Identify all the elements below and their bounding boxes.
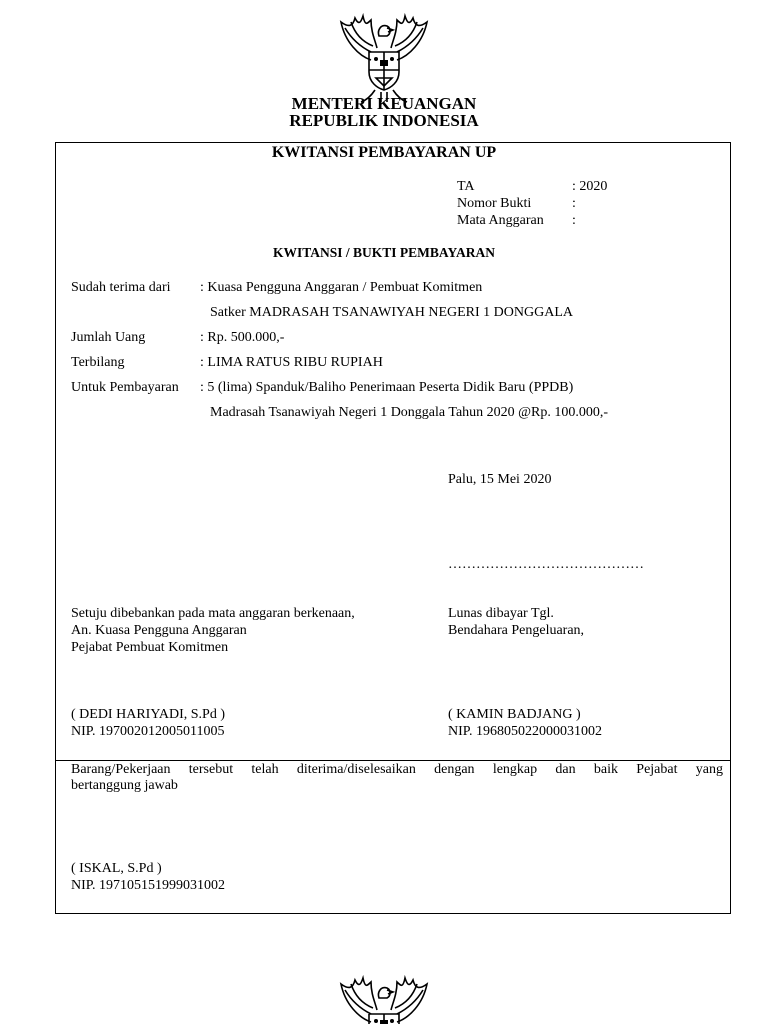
satker-value: Satker MADRASAH TSANAWIYAH NEGERI 1 DONGGALA [210,305,573,320]
treasurer-nip: NIP. 196805022000031002 [448,724,603,739]
divider [55,760,731,761]
header-ministry: MENTERI KEUANGAN [291,94,477,113]
mata-anggaran-label: Mata Anggaran [457,213,544,228]
signature-dots: …………………………………… [448,557,644,572]
place-date: Palu, 15 Mei 2020 [448,472,552,487]
untuk-pembayaran-value-2: Madrasah Tsanawiyah Negeri 1 Donggala Tahun 2020 @Rp. 100.000,- [210,405,609,420]
receiver-nip: NIP. 197105151999031002 [71,878,226,893]
garuda-emblem-icon [331,974,437,1024]
approval-role-1: An. Kuasa Pengguna Anggaran [71,623,247,638]
approver-name: ( DEDI HARIYADI, S.Pd ) [71,707,225,722]
jumlah-uang-label: Jumlah Uang [71,330,146,345]
sudah-terima-label: Sudah terima dari [71,280,171,295]
mata-anggaran-value: : [572,213,576,228]
receipt-statement: Barang/Pekerjaan tersebut telah diterima/diselesaikan dengan lengkap dan baik Pejabat yang [71,762,723,777]
nomor-bukti-label: Nomor Bukti [457,196,532,211]
approval-role-2: Pejabat Pembuat Komitmen [71,640,229,655]
receiver-name: ( ISKAL, S.Pd ) [71,861,162,876]
header-country: REPUBLIK INDONESIA [289,111,479,130]
untuk-pembayaran-value: : 5 (lima) Spanduk/Baliho Penerimaan Peserta Didik Baru (PPDB) [200,380,574,395]
untuk-pembayaran-label: Untuk Pembayaran [71,380,179,395]
nomor-bukti-value: : [572,196,576,211]
form-title: KWITANSI PEMBAYARAN UP [271,144,497,161]
jumlah-uang-value: : Rp. 500.000,- [200,330,285,345]
receipt-statement-2: bertanggung jawab [71,778,178,793]
ta-value: : 2020 [572,179,608,194]
terbilang-label: Terbilang [71,355,125,370]
sudah-terima-value: : Kuasa Pengguna Anggaran / Pembuat Komitmen [200,280,483,295]
treasurer-name: ( KAMIN BADJANG ) [448,707,581,722]
approver-nip: NIP. 197002012005011005 [71,724,225,739]
garuda-emblem-icon [331,12,437,104]
treasurer-role: Bendahara Pengeluaran, [448,623,585,638]
form-subtitle: KWITANSI / BUKTI PEMBAYARAN [273,245,495,260]
approval-statement: Setuju dibebankan pada mata anggaran berkenaan, [71,606,355,621]
ta-label: TA [457,179,475,194]
paid-date-label: Lunas dibayar Tgl. [448,606,554,621]
terbilang-value: : LIMA RATUS RIBU RUPIAH [200,355,383,370]
